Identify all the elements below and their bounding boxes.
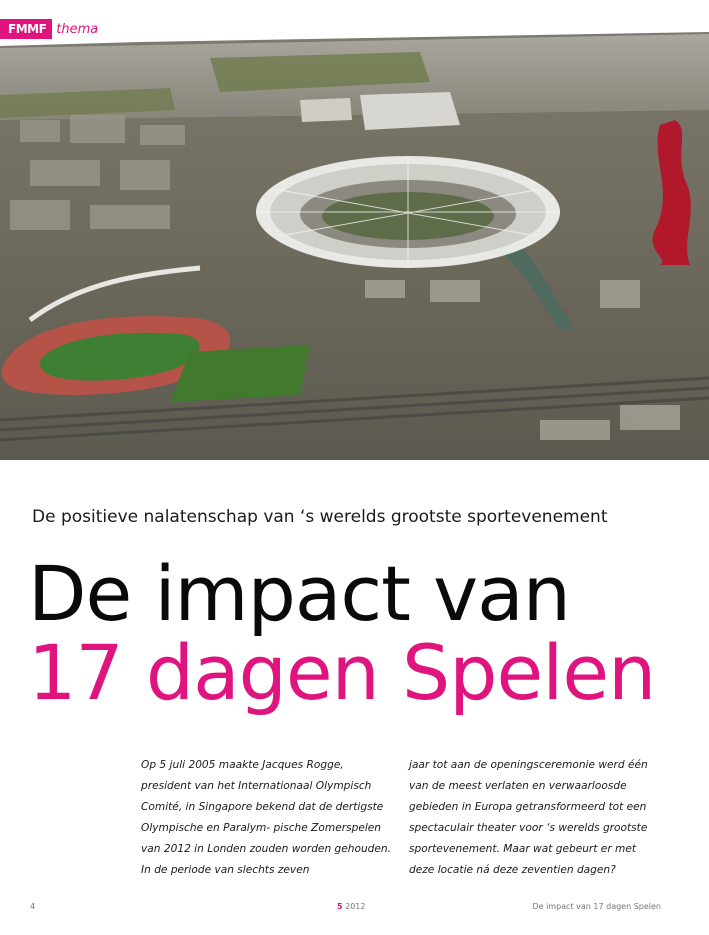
aerial-stadium-photo (0, 0, 709, 460)
issue-year: 2012 (345, 902, 366, 911)
aerial-photo-illustration (0, 0, 709, 460)
page-number: 4 (30, 902, 36, 911)
headline-line-2: 17 dagen Spelen (28, 628, 656, 717)
intro-text-2: jaar tot aan de openingsceremonie werd één van de meest verlaten en verwaarloosde gebieden in Europa getransformeerd tot een spectaculair theater voor ‘s werelds grootste sportevenement. Maar wat gebeurt er met deze locatie ná deze zeventien dagen? (409, 759, 648, 876)
running-title: De impact van 17 dagen Spelen (532, 902, 661, 911)
section-tag (0, 17, 132, 41)
section-label: thema (56, 21, 99, 37)
intro-column-2 (409, 755, 664, 881)
page-footer (0, 902, 709, 916)
magazine-logo: FMMF (0, 19, 52, 39)
headline-line-1: De impact van (28, 549, 570, 638)
issue-number (337, 902, 365, 911)
intro-column-1 (141, 755, 396, 881)
issue-mark: 5 (337, 902, 343, 911)
article-subtitle: De positieve nalatenschap van ‘s werelds grootste sportevenement (32, 507, 608, 527)
intro-text-1: Op 5 juli 2005 maakte Jacques Rogge, president van het Internationaal Olympisch Comité, in Singapore bekend dat de dertigste Olympische en Paralym- pische Zomerspelen van 2012 in Londen zouden worden gehouden. In de periode van slechts zeven (141, 759, 391, 876)
